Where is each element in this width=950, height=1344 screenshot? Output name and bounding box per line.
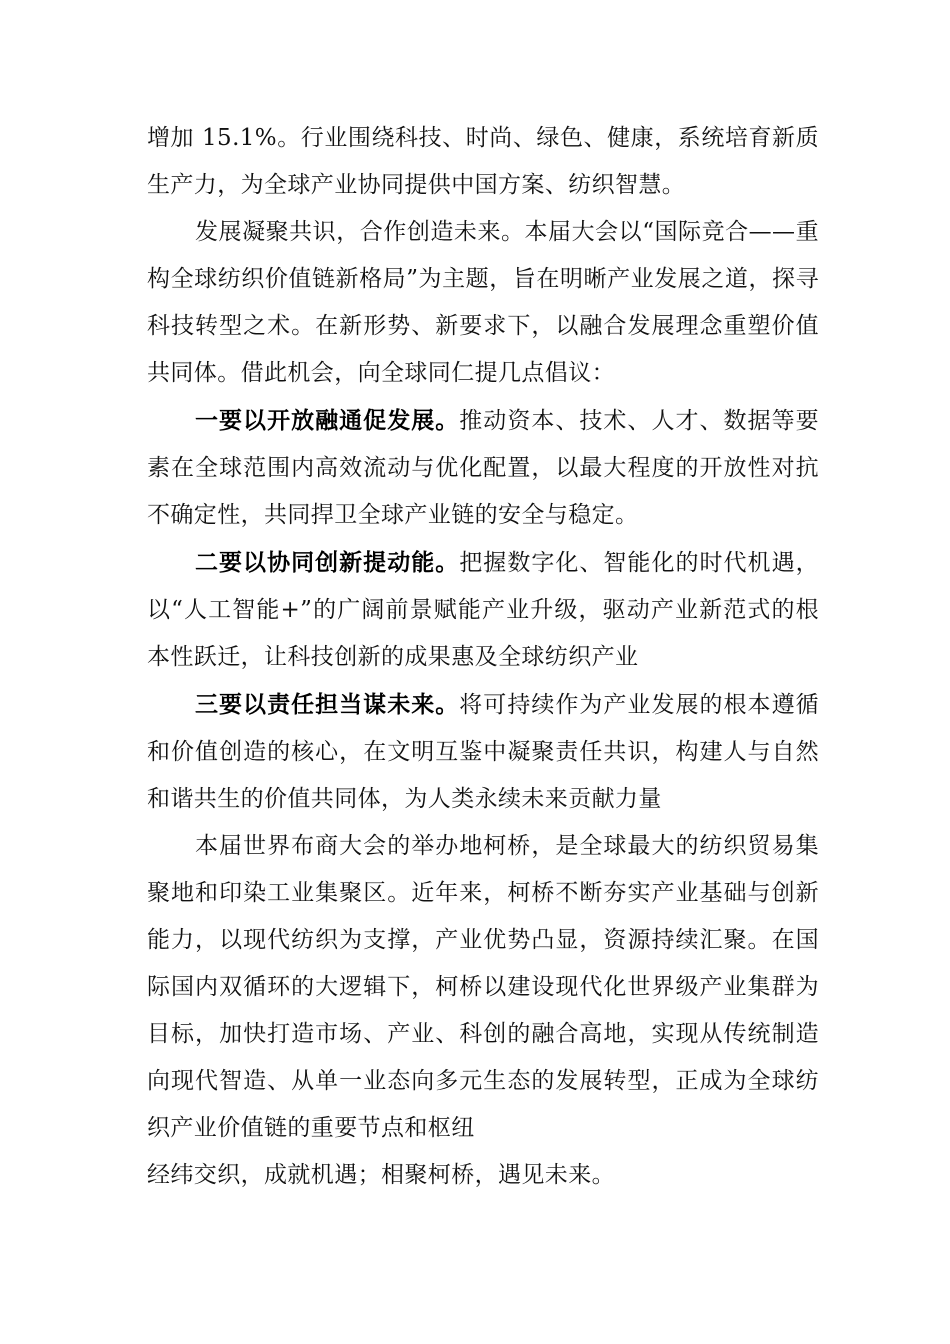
paragraph-text: 把握数字化、智能化的时代机遇，以“人工智能+”的广阔前景赋能产业升级，驱动产业新范式的根本性跃迁，让科技创新的成果惠及全球纺织产业 [147, 550, 819, 670]
paragraph-lead: 三要以责任担当谋未来。 [195, 691, 460, 718]
paragraph-text: 将可持续作为产业发展的根本遵循和价值创造的核心，在文明互鉴中凝聚责任共识，构建人与自然和谐共生的价值共同体，为人类永续未来贡献力量 [147, 692, 819, 812]
paragraph-text: 本届世界布商大会的举办地柯桥，是全球最大的纺织贸易集聚地和印染工业集聚区。近年来，柯桥不断夯实产业基础与创新能力，以现代纺织为支撑，产业优势凸显，资源持续汇聚。在国际国内双循环的大逻辑下，柯桥以建设现代化世界级产业集群为目标，加快打造市场、产业、科创的融合高地，实现从传统制造向现代智造、从单一业态向多元生态的发展转型，正成为全球纺织产业价值链的重要节点和枢纽 [147, 833, 819, 1141]
paragraph-text: 推动资本、技术、人才、数据等要素在全球范围内高效流动与优化配置，以最大程度的开放性对抗不确定性，共同捍卫全球产业链的安全与稳定。 [147, 408, 819, 528]
paragraph-lead: 一要以开放融通促发展。 [195, 407, 460, 434]
paragraph-text: 增加 15.1%。行业围绕科技、时尚、绿色、健康，系统培育新质生产力，为全球产业协同提供中国方案、纺织智慧。 [147, 125, 819, 198]
paragraph-6 [147, 823, 819, 1152]
paragraph-5 [147, 681, 819, 823]
paragraph-1 [147, 115, 819, 209]
document-body [147, 115, 819, 1199]
paragraph-text: 经纬交织，成就机遇；相聚柯桥，遇见未来。 [147, 1162, 615, 1188]
paragraph-text: 发展凝聚共识，合作创造未来。本届大会以“国际竞合——重构全球纺织价值链新格局”为主题，旨在明晰产业发展之道，探寻科技转型之术。在新形势、新要求下，以融合发展理念重塑价值共同体。借此机会，向全球同仁提几点倡议： [147, 219, 819, 386]
paragraph-4 [147, 539, 819, 681]
paragraph-3 [147, 397, 819, 539]
paragraph-2 [147, 209, 819, 397]
paragraph-7 [147, 1152, 819, 1199]
paragraph-lead: 二要以协同创新提动能。 [195, 549, 460, 576]
